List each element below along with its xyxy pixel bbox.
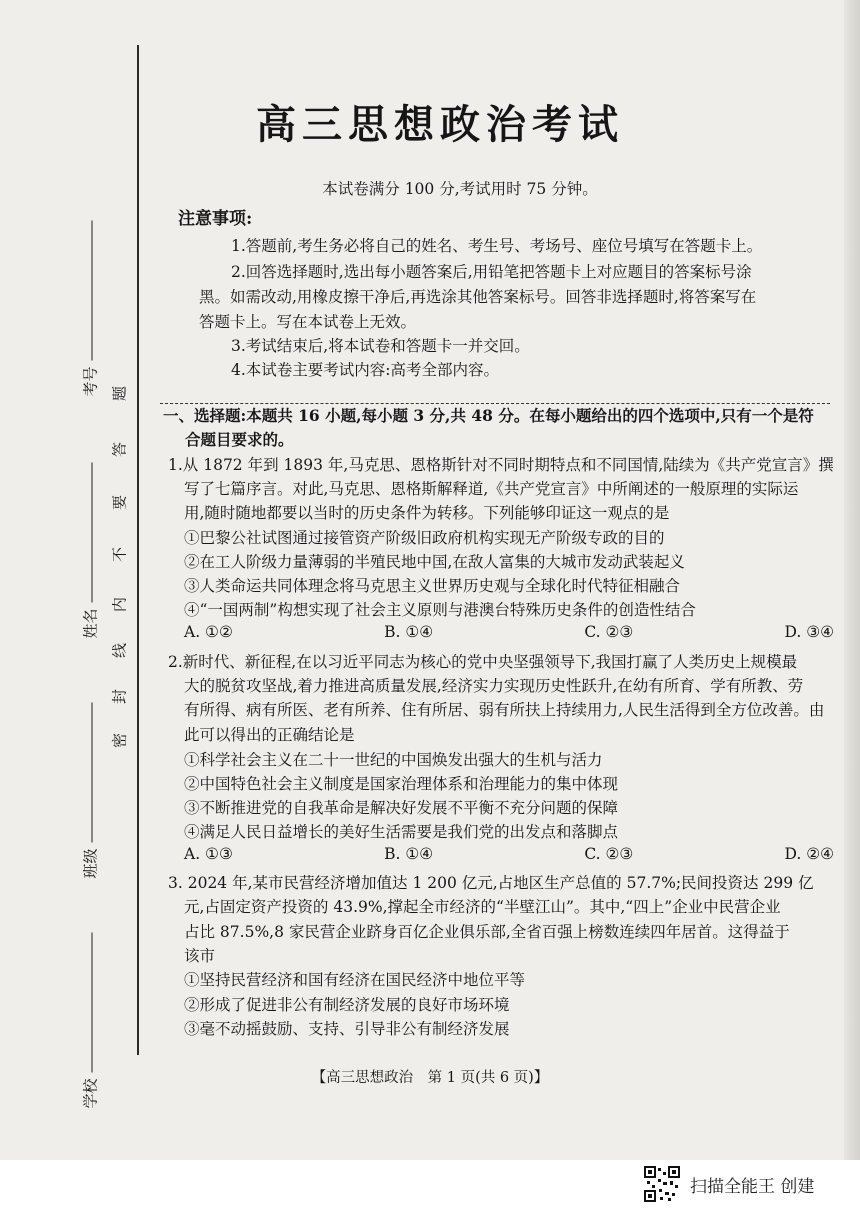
binding-line (137, 45, 139, 1055)
question-stem: 占比 87.5%,8 家民营企业跻身百亿企业俱乐部,全省百强上榜数连续四年居首。这得益于 (184, 923, 790, 941)
option-c[interactable]: C. ②③ (584, 845, 634, 863)
banji-underline (91, 702, 92, 842)
seal-warning-char: 答 (110, 442, 129, 458)
qr-code-icon (643, 1165, 681, 1203)
question-stem: 元,占固定资产投资的 43.9%,撑起全市经济的“半壁江山”。其中,“四上”企业中民营企业 (184, 898, 781, 916)
option-d[interactable]: D. ③④ (784, 623, 834, 641)
question-item: ①科学社会主义在二十一世纪的中国焕发出强大的生机与活力 (184, 751, 603, 769)
seal-warning-char: 密 (110, 733, 129, 749)
section-instruction: 合题目要求的。 (185, 430, 294, 449)
notice-item: 2.回答选择题时,选出每小题答案后,用铅笔把答题卡上对应题目的答案标号涂 (231, 263, 752, 281)
question-stem: 大的脱贫攻坚战,着力推进高质量发展,经济实力实现历史性跃升,在幼有所育、学有所教、劳 (184, 677, 804, 695)
notice-item: 黑。如需改动,用橡皮擦干净后,再选涂其他答案标号。回答非选择题时,将答案写在 (199, 288, 757, 306)
seal-warning-char: 线 (110, 643, 129, 659)
question-item: ②形成了促进非公有制经济发展的良好市场环境 (184, 996, 510, 1014)
notice-item: 3.考试结束后,将本试卷和答题卡一并交回。 (231, 337, 530, 355)
page-edge-shadow (844, 0, 860, 1160)
option-b[interactable]: B. ①④ (384, 623, 434, 641)
question-item: ①巴黎公社试图通过接管资产阶级旧政府机构实现无产阶级专政的目的 (184, 529, 665, 547)
question-stem: 用,随时随地都要以当时的历史条件为转移。下列能够印证这一观点的是 (184, 504, 670, 522)
banji-field[interactable] (80, 702, 101, 878)
notice-heading: 注意事项: (178, 209, 253, 229)
exam-title: 高三思想政治考试 (256, 101, 624, 148)
option-d[interactable]: D. ②④ (784, 845, 834, 863)
banji-label: 班级 (81, 848, 100, 879)
seal-warning-char: 封 (110, 689, 129, 705)
seal-warning-char: 要 (110, 495, 129, 511)
option-b[interactable]: B. ①④ (384, 845, 434, 863)
option-c[interactable]: C. ②③ (584, 623, 634, 641)
question-stem: 该市 (184, 947, 216, 965)
question-stem: 2.新时代、新征程,在以习近平同志为核心的党中央坚强领导下,我国打赢了人类历史上规模最 (168, 653, 798, 671)
kaohao-underline (91, 220, 92, 360)
notice-item: 答题卡上。写在本试卷上无效。 (199, 313, 417, 331)
seal-warning-char: 内 (110, 597, 129, 613)
xuexiao-underline (91, 932, 92, 1072)
xingming-label: 姓名 (81, 608, 100, 639)
page-footer: 【高三思想政治 第 1 页(共 6 页)】 (311, 1070, 549, 1086)
notice-item: 1.答题前,考生务必将自己的姓名、考生号、考场号、座位号填写在答题卡上。 (231, 237, 763, 255)
question-item: ③人类命运共同体理念将马克思主义世界历史观与全球化时代特征相融合 (184, 577, 681, 595)
xingming-underline (91, 462, 92, 602)
option-a[interactable]: A. ①③ (184, 845, 233, 863)
seal-warning-char: 题 (110, 386, 129, 402)
question-item: ②中国特色社会主义制度是国家治理体系和治理能力的集中体现 (184, 775, 619, 793)
xingming-field[interactable] (80, 462, 101, 638)
question-item: ④满足人民日益增长的美好生活需要是我们党的出发点和落脚点 (184, 823, 619, 841)
question-stem: 有所得、病有所医、老有所养、住有所居、弱有所扶上持续用力,人民生活得到全方位改善。由 (184, 701, 825, 719)
answer-options (184, 623, 834, 641)
section-instruction: 一、选择题:本题共 16 小题,每小题 3 分,共 48 分。在每小题给出的四个选项中,只有一个是符 (163, 406, 814, 425)
question-stem: 此可以得出的正确结论是 (184, 726, 355, 744)
answer-options (184, 845, 834, 863)
exam-subtitle: 本试卷满分 100 分,考试用时 75 分钟。 (322, 180, 598, 198)
question-item: ③不断推进党的自我革命是解决好发展不平衡不充分问题的保障 (184, 799, 619, 817)
question-item: ①坚持民营经济和国有经济在国民经济中地位平等 (184, 971, 526, 989)
kaohao-field[interactable] (80, 220, 101, 396)
question-item: ②在工人阶级力量薄弱的半殖民地中国,在敌人富集的大城市发动武装起义 (184, 553, 685, 571)
notice-item: 4.本试卷主要考试内容:高考全部内容。 (231, 361, 500, 379)
option-a[interactable]: A. ①② (184, 623, 233, 641)
xuexiao-label: 学校 (81, 1078, 100, 1109)
question-stem: 写了七篇序言。对此,马克思、恩格斯解释道,《共产党宣言》中所阐述的一般原理的实际运 (184, 480, 799, 498)
kaohao-label: 考号 (81, 366, 100, 397)
question-stem: 1.从 1872 年到 1893 年,马克思、恩格斯针对不同时期特点和不同国情,陆续为《共产党宣言》撰 (168, 456, 834, 474)
seal-warning-char: 不 (110, 547, 129, 563)
scanner-brand-text: 扫描全能王 创建 (690, 1177, 815, 1197)
question-stem: 3. 2024 年,某市民营经济增加值达 1 200 亿元,占地区生产总值的 57.7%;民间投资达 299 亿 (168, 874, 814, 892)
question-item: ③毫不动摇鼓励、支持、引导非公有制经济发展 (184, 1020, 510, 1038)
question-item: ④“一国两制”构想实现了社会主义原则与港澳台特殊历史条件的创造性结合 (184, 601, 696, 619)
